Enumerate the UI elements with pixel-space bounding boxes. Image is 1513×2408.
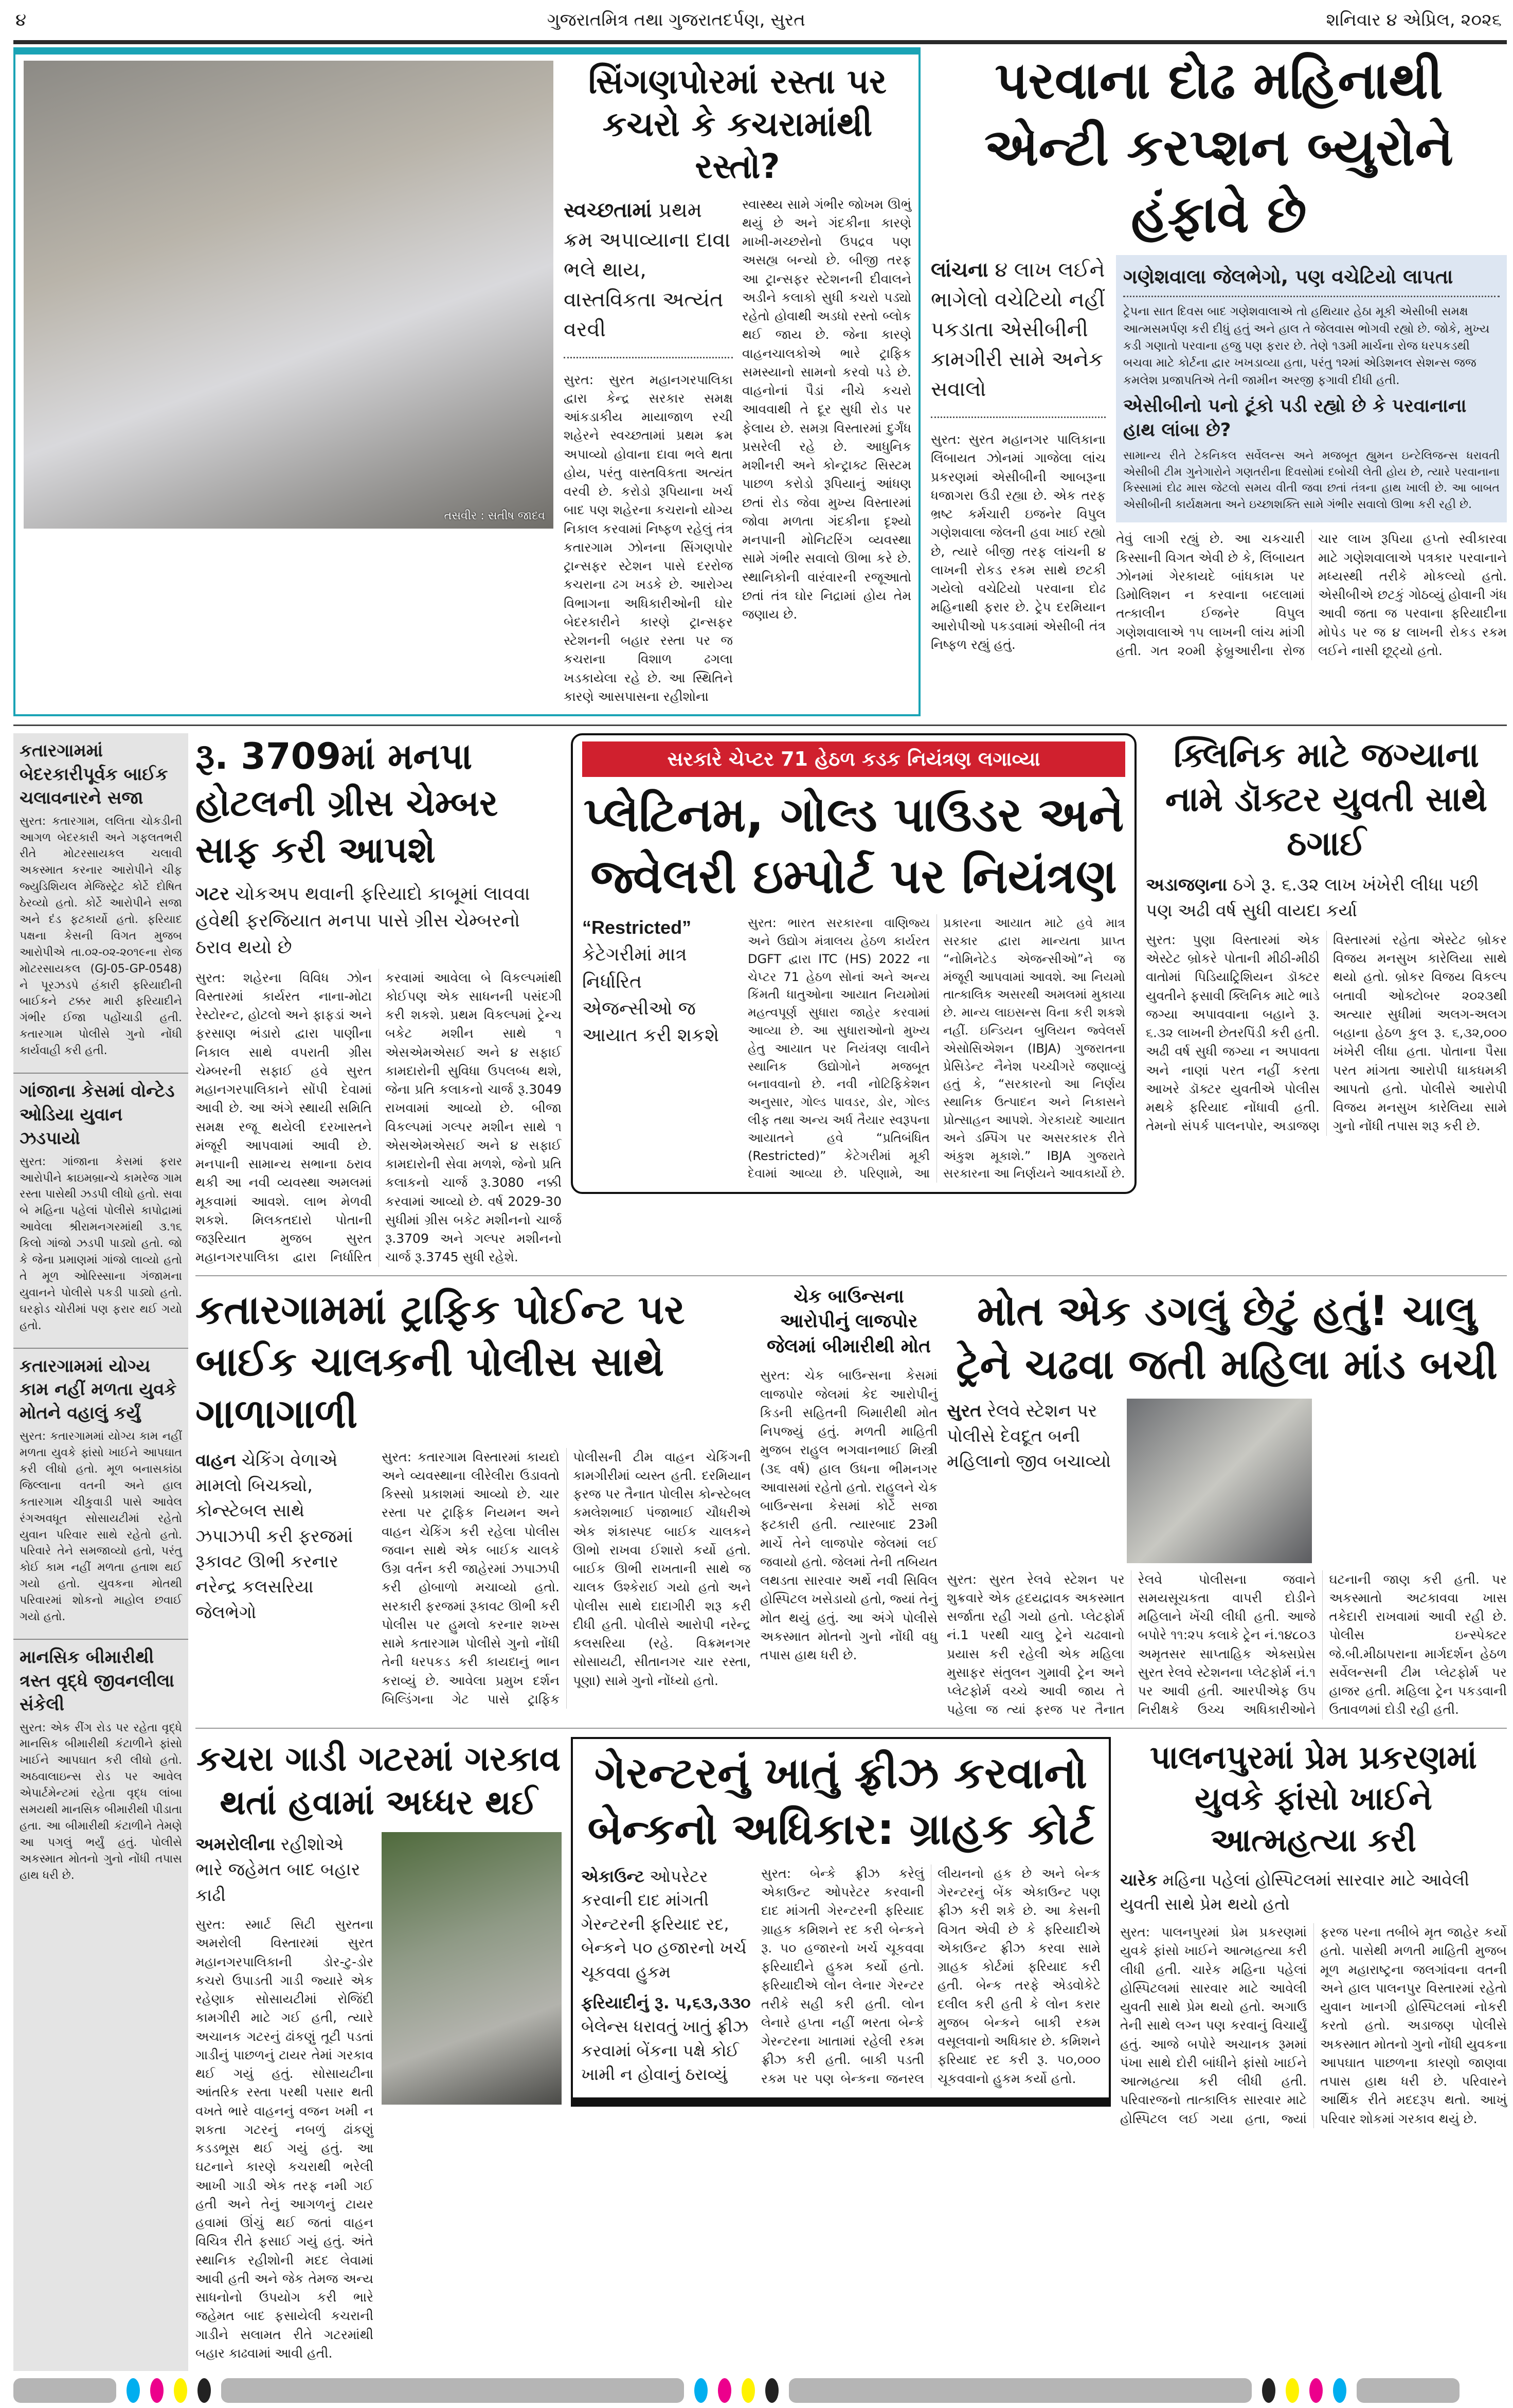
top-section — [13, 47, 1507, 726]
singapore-body-1: સુરત: સુરત મહાનગરપાલિકા દ્વારા કેન્દ્ર સરકાર સમક્ષ આંકડાકીય માયાજાળ રચી શહેરને સ્વચ્છતામાં પ્રથમ ક્રમ અપાવ્યો હોવાના દાવા ભલે થતા હોય, પરંતુ વાસ્તવિકતા અત્યંત વરવી છે. કરોડો રૂપિયાના ખર્ચ બાદ પણ શહેરના કચરાનો યોગ્ય નિકાલ કરવામાં નિષ્ફળ રહેલું તંત્ર કતારગામ ઝોનના સિંગણપોર ટ્રાન્સફર સ્ટેશન પાસે દરરોજ કચરાના ઢગ ખડકે છે. આરોગ્ય વિભાગના અધિકારીઓની ઘોર બેદરકારીને કારણે ટ્રાન્સફર સ્ટેશનની બહાર રસ્તા પર જ કચરાના વિશાળ ઢગલા ખડકાયેલા રહે છે. આ સ્થિતિને કારણે આસપાસના રહીશોના — [564, 372, 733, 704]
deck-text: ઓપરેટર કરવાની દાદ માંગતી ગેરન્ટરની ફરિયાદ રદ, બેન્કને ૫૦ હજારનો ખર્ચ ચૂકવવા હુકમ — [581, 1866, 747, 1982]
rail-headline: કતારગામમાં યોગ્ય કામ નહીં મળતા યુવકે મોતને વહાલું કર્યું — [20, 1355, 177, 1424]
traffic-headline: કતારગામમાં ટ્રાફિક પોઈન્ટ પર બાઈક ચાલકની પોલીસ સાથે ગાળાગાળી — [195, 1287, 685, 1438]
registration-black — [765, 2378, 779, 2403]
rail-story — [13, 733, 188, 1073]
registration-magenta — [1309, 2378, 1323, 2403]
garbage-headline: કચરા ગાડી ગટરમાં ગરકાવ થતાં હવામાં અધ્ધર થઈ — [196, 1739, 561, 1823]
deck-text: ઠગે રૂ. ૬.૩૨ લાખ ખંખેરી લીધા પછી પણ અઢી વર્ષ સુધી વાયદા કર્યા — [1146, 875, 1479, 921]
print-bar — [221, 2378, 684, 2403]
garbage-van-photo — [382, 1832, 562, 2105]
band-1 — [195, 733, 1507, 1275]
main-columns — [195, 733, 1507, 2371]
divider — [1123, 296, 1500, 297]
palanpur-headline: પાલનપુરમાં પ્રેમ પ્રકરણમાં યુવકે ફાંસો ખાઈને આત્મહત્યા કરી — [1149, 1738, 1477, 1859]
deck-lead: અમરોલીના — [195, 1834, 276, 1855]
palanpur-deck — [1120, 1868, 1507, 1916]
clinic-headline: ક્લિનિક માટે જગ્યાના નામે ડૉક્ટર યુવતી સાથે ઠગાઈ — [1165, 735, 1488, 863]
registration-black — [1262, 2378, 1275, 2403]
registration-magenta — [150, 2378, 164, 2403]
palanpur-story — [1120, 1737, 1507, 2128]
acb-headline: પરવાના દોઢ મહિનાથી એન્ટી કરપ્શન બ્યુરોને હંફાવે છે — [984, 50, 1454, 244]
deck-text: રેલવે સ્ટેશન પર પોલીસે દેવદૂત બની મહિલાનો જીવ બચાવ્યો — [947, 1400, 1111, 1472]
rail-headline: કતારગામમાં બેદરકારીપૂર્વક બાઈક ચલાવનારને સજા — [20, 740, 168, 808]
traffic-deck — [195, 1448, 370, 1625]
registration-cyan — [127, 2378, 140, 2403]
print-bar — [13, 2378, 116, 2403]
singapore-body-2: સ્વાસ્થ્ય સામે ગંભીર જોખમ ઊભું થયું છે અને ગંદકીના કારણે માખી-મચ્છરોનો ઉપદ્રવ પણ અસહ્ય બન્યો છે. બીજી તરફ આ ટ્રાન્સફર સ્ટેશનની દીવાલને અડીને કલાકો સુધી કચરો પડ્યો રહેતો હોવાથી અડધો રસ્તો બ્લોક થઈ જાય છે. જેના કારણે વાહનચાલકોએ ભારે ટ્રાફિક સમસ્યાનો સામનો કરવો પડે છે. વાહનોનાં પૈડાં નીચે કચરો આવવાથી તે દૂર સુધી રોડ પર ફેલાય છે. સમગ્ર વિસ્તારમાં દુર્ગંધ પ્રસરેલી રહે છે. આધુનિક મશીનરી અને કોન્ટ્રાક્ટ સિસ્ટમ પાછળ કરોડો રૂપિયાનું આંધણ છતાં રોડ જેવા મુખ્ય વિસ્તારમાં જોવા મળતા ગંદકીના દૃશ્યો મનપાની મોનિટરિંગ વ્યવસ્થા સામે ગંભીર સવાલો ઊભા કરે છે. સ્થાનિકોની વારંવારની રજૂઆતો છતાં તંત્ર ઘોર નિદ્રામાં હોય તેમ જણાય છે. — [742, 196, 911, 622]
deck-text: ૪ લાખ લઈને ભાગેલો વચેટિયો નહીં પકડાતા એસીબીની કામગીરી સામે અનેક સવાલો — [931, 258, 1105, 401]
sidebar-body-1: ટ્રેપના સાત દિવસ બાદ ગણેશવાલાએ તો હથિયાર હેઠા મૂકી એસીબી સમક્ષ આત્મસમર્પણ કરી દીધું હતું અને હાલ તે જેલવાસ ભોગવી રહ્યો છે. જોકે, મુખ્ય કડી ગણાતો પરવાના હજુ પણ ફરાર છે. તેણે ૧૩મી માર્ચના રોજ ધરપકડથી બચવા માટે કોર્ટના દ્વાર ખખડાવ્યા હતા, પરંતુ ૧૨માં એડિશનલ સેશન્સ જજ કમલેશ પ્રજાપતિએ તેની જામીન અરજી ફગાવી દીધી હતી. — [1123, 305, 1490, 387]
sidebar-title-1: ગણેશવાલા જેલભેગો, પણ વચેટિયો લાપતા — [1123, 265, 1453, 288]
train-headline: મોત એક ડગલું છેટું હતું! ચાલુ ટ્રેને ચઢવા જતી મહિલા માંડ બચી — [956, 1287, 1498, 1388]
rail-headline: ગાંજાના કેસમાં વોન્ટેડ ઓડિયા યુવાન ઝડપાયો — [20, 1081, 175, 1149]
header-rule — [13, 40, 1507, 44]
train-body: સુરત: સુરત રેલવે સ્ટેશન પર શુક્રવારે એક હૃદયદ્રાવક અકસ્માત સર્જાતા રહી ગયો હતો. પ્લેટફોર્મ નં.1 પરથી ચાલુ ટ્રેને ચઢવાનો પ્રયાસ કરી રહેલી એક મહિલા મુસાફર સંતુલન ગુમાવી ટ્રેન અને પ્લેટફોર્મ વચ્ચે આવી જાય તે પહેલા જ ત્યાં ફરજ પર તૈનાત રેલવે પોલીસના જવાને સમયસૂચકતા વાપરી દોડીને મહિલાને ખેંચી લીધી હતી. આજે બપોરે ૧૧:૨૫ કલાકે ટ્રેન નં.૧૪૮૦૩ અમૃતસર સાપ્તાહિક એક્સપ્રેસ સુરત રેલવે સ્ટેશનના પ્લેટફોર્મ નં.૧ પર આવી હતી. આરપીએફ ઉપ નિરીક્ષકે ઉચ્ચ અધિકારીઓને ઘટનાની જાણ કરી હતી. પર અકસ્માતો અટકાવવા ખાસ તકેદારી રાખવામાં આવી રહી છે. પોલીસ ઇન્સ્પેક્ટર જે.બી.મીઠાપરાના માર્ગદર્શન હેઠળ સર્વેલન્સની ટીમ પ્લેટફોર્મ પર હાજર હતી. મહિલા ટ્રેન પકડવાની ઉતાવળમાં દોડી રહી હતી. — [947, 1571, 1507, 1717]
rail-body: સુરત: કતારગામ, લલિતા ચોકડીની આગળ બેદરકારી અને ગફલતભરી રીતે મોટરસાયકલ ચલાવી અકસ્માત કરનાર આરોપીને ચીફ જ્યુડિશિયલ મેજિસ્ટ્રેટ કોર્ટે દોષિત ઠેરવ્યો હતો. કોર્ટે આરોપીને સજા અને દંડ ફટકાર્યો હતો. ફરિયાદ પક્ષના કેસની વિગત મુજબ આરોપીએ તા.૦૨-૦૨-૨૦૧૯ના રોજ મોટરસાયકલ (GJ-05-GP-0548) ને પૂરઝડપે હંકારી ફરિયાદીની બાઈકને ટક્કર મારી ફરિયાદીને ગંભીર ઈજા પહોંચાડી હતી. કતારગામ પોલીસે ગુનો નોંધી કાર્યવાહી કરી હતી. — [20, 814, 182, 1058]
deck-lead: ચારેક — [1120, 1870, 1158, 1890]
deck-lead: વાહન — [195, 1450, 237, 1471]
page-header — [13, 0, 1507, 40]
deck-lead: ફરિયાદીનું રૂ. ૫,૬૩,૩૩૦ — [581, 1993, 751, 2013]
masthead: ગુજરાતમિત્ર તથા ગુજરાતદર્પણ, સુરત — [547, 10, 805, 30]
traffic-story — [195, 1284, 751, 1709]
deck-text: બેલેન્સ ધરાવતું ખાતું ફ્રીઝ કરવામાં બેંકના પક્ષે કોઈ ખામી ન હોવાનું ઠરાવ્યું — [581, 2017, 748, 2085]
acb-story — [931, 47, 1507, 660]
garbage-road-photo — [24, 61, 553, 529]
singapore-deck — [564, 195, 733, 345]
guarantor-deck — [581, 1864, 751, 1984]
lower-section — [13, 726, 1507, 2371]
rail-body: સુરત: કતારગામમાં યોગ્ય કામ નહીં મળતા યુવકે ફાંસો ખાઈને આપઘાત કરી લીધો હતો. મૂળ બનાસકાંઠા જિલ્લાના વતની અને હાલ કતારગામ ચીકુવાડી પાસે આવેલ રંગઅવધૂત સોસાયટીમાં રહેતો યુવાન પરિવાર સાથે રહેતો હતો. પરિવારે તેને સમજાવ્યો હતો, પરંતુ કોઈ કામ નહીં મળતા હતાશ થઈ ગયો હતો. યુવકના મોતથી પરિવારમાં શોકનો માહોલ છવાઈ ગયો હતો. — [20, 1430, 182, 1623]
acb-body-1: સુરત: સુરત મહાનગર પાલિકાના લિંબાયત ઝોનમાં ગાજેલા લાંચ પ્રકરણમાં એસીબીની આબરૂના ધજાગરા ઉડી રહ્યા છે. એક તરફ ભ્રષ્ટ કર્મચારી ઇજનેર વિપુલ ગણેશવાલા જેલની હવા ખાઈ રહ્યો છે, ત્યારે બીજી તરફ લાંચની ૪ લાખની રોકડ રકમ સાથે છટકી ગયેલો વચેટિયો પરવાના દોઢ મહિનાથી ફરાર છે. ટ્રેપ દરમિયાન આરોપીઓ પકડવામાં એસીબી તંત્ર નિષ્ફળ રહ્યું હતું. — [931, 432, 1106, 652]
garbage-body: સુરત: સ્માર્ટ સિટી સુરતના અમરોલી વિસ્તારમાં સુરત મહાનગરપાલિકાની ડોર-ટુ-ડોર કચરો ઉપાડતી ગાડી જ્યારે એક રહેણાક સોસાયટીમાં રોજિંદી કામગીરી માટે ગઈ હતી, ત્યારે અચાનક ગટરનું ઢાંકણું તૂટી પડતાં ગાડીનું પાછળનું ટાયર તેમાં ગરકાવ થઈ ગયું હતું. સોસાયટીના આંતરિક રસ્તા પરથી પસાર થતી વખતે ભારે વાહનનું વજન ખમી ન શકતા ગટરનું નબળું ઢાંકણું કડડભૂસ થઈ ગયું હતું. આ ઘટનાને કારણે કચરાથી ભરેલી આખી ગાડી એક તરફ નમી ગઈ હતી અને તેનું આગળનું ટાયર હવામાં ઊંચું થઈ જતાં વાહન વિચિત્ર રીતે ફસાઈ ગયું હતું. અંતે સ્થાનિક રહીશોની મદદ લેવામાં આવી હતી અને જેક તેમજ અન્ય સાધનોનો ઉપયોગ કરી ભારે જહેમત બાદ ફસાયેલી કચરાની ગાડીને સલામત રીતે ગટરમાંથી બહાર કાઢવામાં આવી હતી. — [195, 1917, 373, 2361]
acb-body-2: તેવું લાગી રહ્યું છે. આ ચકચારી કિસ્સાની વિગત એવી છે કે, લિંબાયત ઝોનમાં ગેરકાયદે બાંધકામ પર ડિમોલિશન ન કરવાના બદલામાં તત્કાલીન ઈજનેર વિપુલ ગણેશવાલાએ ૧૫ લાખની લાંચ માંગી હતી. ગત ૨૦મી ફેબ્રુઆરીના રોજ ચાર લાખ રૂપિયા હપ્તો સ્વીકારવા માટે ગણેશવાલાએ પત્રકાર પરવાનાને મધ્યસ્થી તરીકે મોકલ્યો હતો. એસીબીએ છટકું ગોઠવ્યું હોવાની ગંધ આવી જતા જ પરવાના ફરિયાદીના મોપેડ પર જ ૪ લાખની રોકડ રકમ લઈને નાસી છૂટ્યો હતો. — [1116, 531, 1507, 658]
deck-text: પ્રથમ ક્રમ અપાવ્યાના દાવા ભલે થાય, વાસ્તવિકતા અત્યંત વરવી — [564, 198, 731, 341]
deck-text: રહીશોએ ભારે જહેમત બાદ બહાર કાઢી — [195, 1834, 361, 1906]
registration-magenta — [718, 2378, 731, 2403]
platinum-story-box — [571, 733, 1137, 1194]
singapore-story-box — [13, 47, 921, 716]
guarantor-body: સુરત: બેન્કે ફ્રીઝ કરેલું એકાઉન્ટ ઓપરેટર કરવાની દાદ માંગતી ગેરન્ટરની ફરિયાદ ગ્રાહક કમિશને રદ કરી બેન્કને રૂ. ૫૦ હજારનો ખર્ચ ચૂકવવા ફરિયાદીને હુકમ કર્યો હતો. ફરિયાદીએ લોન લેનાર ગેરન્ટર તરીકે સહી કરી હતી. લોન લેનારે હપ્તા નહીં ભરતા બેન્કે ગેરન્ટરના ખાતામાં રહેલી રકમ ફ્રીઝ કરી હતી. બાકી પડતી રકમ પર પણ બેન્કના જનરલ લીયનનો હક છે અને બેન્ક ગેરન્ટરનું બેંક એકાઉન્ટ પણ ફ્રીઝ કરી શકે છે. આ કેસની વિગત એવી છે કે ફરિયાદીએ એકાઉન્ટ ફ્રીઝ કરવા સામે ગ્રાહક કોર્ટમાં ફરિયાદ કરી હતી. બેન્ક તરફે એડવોકેટે દલીલ કરી હતી કે લોન કરાર મુજબ બેન્કને બાકી રકમ વસૂલવાનો અધિકાર છે. કમિશને ફરિયાદ રદ કરી રૂ. ૫૦,૦૦૦ ચૂકવવાનો હુકમ કર્યો હતો. — [761, 1866, 1101, 2086]
page-number: ૪ — [15, 10, 27, 30]
platinum-body: સુરત: ભારત સરકારના વાણિજ્ય અને ઉદ્યોગ મંત્રાલય હેઠળ કાર્યરત DGFT દ્વારા ITC (HS) 2022 ના ચેપ્ટર 71 હેઠળ સોનાં અને અન્ય કિંમતી ધાતુઓના આયાત નિયમોમાં મહત્વપૂર્ણ સુધારા જાહેર કરવામાં આવ્યા છે. આ સુધારાઓનો મુખ્ય હેતુ આયાત પર નિયંત્રણ લાવીને સ્થાનિક ઉદ્યોગોને મજબૂત બનાવવાનો છે. નવી નોટિફિકેશન અનુસાર, ગોલ્ડ પાવડર, ડોર, ગોલ્ડ લીફ તથા અન્ય અર્ધ તૈયાર સ્વરૂપના આયાતને હવે “પ્રતિબંધિત (Restricted)” કેટેગરીમાં મૂકી દેવામાં આવ્યા છે. પરિણામે, આ પ્રકારના આયાત માટે હવે માત્ર સરકાર દ્વારા માન્યતા પ્રાપ્ત “નોમિનેટેડ એજન્સીઓ”ને જ મંજૂરી આપવામાં આવશે. આ નિયમો તાત્કાલિક અસરથી અમલમાં મુકાયા છે. માન્ય લાઇસન્સ વિના કરી શકશે નહીં. ઇન્ડિયન બુલિયન જ્વેલર્સ એસોસિએશન (IBJA) ગુજરાતના પ્રેસિડેન્ટ નૈનેશ પચ્ચીગરે જણાવ્યું હતું કે, “સરકારનો આ નિર્ણય સ્થાનિક ઉત્પાદન અને નિકાસને પ્રોત્સાહન આપશે. ગેરકાયદે આયાત અને ડમ્પિંગ પર અસરકારક રીતે અંકુશ મૂકાશે.” IBJA ગુજરાતે સરકારના આ નિર્ણયને આવકાર્યો છે. — [748, 916, 1125, 1181]
deck-quote: “Restricted” — [582, 917, 692, 938]
platinum-kicker: સરકારે ચેપ્ટર 71 હેઠળ કડક નિયંત્રણ લગાવ્યા — [582, 741, 1125, 777]
band-2 — [195, 1275, 1507, 1728]
registration-cyan — [1333, 2378, 1346, 2403]
rail-body: સુરત: ગાંજાના કેસમાં ફરાર આરોપીને ક્રાઇમબ્રાન્ચે કામરેજ ગામ રસ્તા પાસેથી ઝડપી લીધો હતો. સવા બે મહિના પહેલાં પોલીસે કાપોદ્રામાં આવેલા શ્રીરામનગરમાંથી ૩.૧૬ કિલો ગાંજો ઝડપી પાડ્યો હતો. જો કે જેના પ્રમાણમાં ગાંજો લાવ્યો હતો તે મૂળ ઓરિસ્સાના ગંજામના યુવાનને પોલીસે પકડી પાડ્યો હતો. ઘરફોડ ચોરીમાં પણ ફરાર થઈ ગયો હતો. — [20, 1155, 182, 1332]
traffic-body: સુરત: કતારગામ વિસ્તારમાં કાયદો અને વ્યવસ્થાના લીરેલીરા ઉડાવતો કિસ્સો પ્રકાશમાં આવ્યો છે. ચાર રસ્તા પર ટ્રાફિક નિયમન અને વાહન ચેકિંગ કરી રહેલા પોલીસ જવાન સાથે એક બાઈક ચાલકે ઉગ્ર વર્તન કરી જાહેરમાં ઝપાઝપી કરી હોબાળો મચાવ્યો હતો. સરકારી ફરજમાં રૂકાવટ ઊભી કરી પોલીસ પર હુમલો કરનાર શખ્સ સામે કતારગામ પોલીસે ગુનો નોંધી તેની ધરપકડ કરી કાયદાનું ભાન કરાવ્યું છે. આવેલા પ્રમુખ દર્શન બિલ્ડિંગના ગેટ પાસે ટ્રાફિક પોલીસની ટીમ વાહન ચેકિંગની કામગીરીમાં વ્યસ્ત હતી. દરમિયાન ફરજ પર તૈનાત પોલીસ કોન્સ્ટેબલ કમલેશભાઈ પંજાભાઈ ચૌધરીએ એક શંકાસ્પદ બાઈક ચાલકને ઊભો રાખવા ઈશારો કર્યો હતો. બાઈક ઊભી રાખતાની સાથે જ ચાલક ઉશ્કેરાઈ ગયો હતો અને પોલીસ સાથે દાદાગીરી શરૂ કરી દીધી હતી. પોલીસે આરોપી નરેન્દ્ર કલસરિયા (રહે. વિક્રમનગર સોસાયટી, સીતાનગર ચાર રસ્તા, પૂણા) સામે ગુનો નોંધ્યો હતો. — [382, 1449, 751, 1707]
platinum-headline: પ્લેટિનમ, ગોલ્ડ પાઉડર અને જ્વેલરી ઇમ્પોર્ટ પર નિયંત્રણ — [583, 787, 1124, 904]
deck-lead: અડાજણના — [1146, 875, 1228, 896]
deck-text: મહિના પહેલાં હોસ્પિટલમાં સારવાર માટે આવેલી યુવતી સાથે પ્રેમ થયો હતો — [1120, 1870, 1469, 1914]
rail-story — [13, 1073, 188, 1347]
deck-lead: સુરત — [947, 1400, 982, 1421]
band-3 — [195, 1728, 1507, 2371]
deck-lead: એકાઉન્ટ — [581, 1866, 645, 1886]
rail-story — [13, 1348, 188, 1639]
clinic-deck — [1146, 873, 1507, 924]
rail-story — [13, 1639, 188, 1897]
grease-deck — [195, 881, 562, 962]
rail-headline: માનસિક બીમારીથી ત્રસ્ત વૃદ્ધે જીવનલીલા સંકેલી — [20, 1646, 174, 1715]
cheque-body: સુરત: ચેક બાઉન્સના કેસમાં લાજપોર જેલમાં કેદ આરોપીનું કિડની સહિતની બિમારીથી મોત નિપજ્યું હતું. મળતી માહિતી મુજબ રાહુલ ભગવાનભાઈ મિસ્ત્રી (૩૬ વર્ષ) હાલ ઉધના ભીમનગર આવાસમાં રહેતો હતો. રાહુલને ચેક બાઉન્સના કેસમાં કોર્ટે સજા ફટકારી હતી. ત્યારબાદ 23મી માર્ચે તેને લાજપોર જેલમાં લઈ જવાયો હતો. જેલમાં તેની તબિયત લથડતા સારવાર અર્થે નવી સિવિલ હોસ્પિટલ ખસેડાયો હતો, જ્યાં તેનું મોત થયું હતું. આ અંગે પોલીસે અકસ્માત મોતનો ગુનો નોંધી વધુ તપાસ હાથ ધરી છે. — [760, 1368, 938, 1663]
rail-body: સુરત: એક રીંગ રોડ પર રહેતા વૃદ્ધે માનસિક બીમારીથી કંટાળીને ફાંસો ખાઈને આપઘાત કરી લીધો હતો. અઠવાલાઇન્સ રોડ પર આવેલ એપાર્ટમેન્ટમાં રહેતા વૃદ્ધ લાંબા સમયથી માનસિક બીમારીથી પીડાતા હતા. આ બીમારીથી કંટાળીને તેમણે આ પગલું ભર્યું હતું. પોલીસે અકસ્માત મોતનો ગુનો નોંધી તપાસ હાથ ધરી છે. — [20, 1721, 182, 1882]
train-rescue-photo — [1127, 1399, 1312, 1563]
registration-yellow — [174, 2378, 187, 2403]
deck-lead: ગટર — [195, 883, 229, 904]
cheque-story — [760, 1284, 938, 1665]
issue-date: શનિવાર ૪ એપ્રિલ, ૨૦૨૬ — [1326, 10, 1502, 30]
guarantor-headline: ગેરન્ટરનું ખાતું ફ્રીઝ કરવાનો બેન્કનો અધિકાર: ગ્રાહક કોર્ટ — [587, 1747, 1094, 1854]
garbage-story — [195, 1737, 562, 2363]
sidebar-body-2: સામાન્ય રીતે ટેકનિકલ સર્વેલન્સ અને મજબૂત હ્યુમન ઇન્ટેલિજન્સ ધરાવતી એસીબી ટીમ ગુનેગારોને ગણતરીના દિવસોમાં દબોચી લેતી હોય છે, ત્યારે પરવાનાના કિસ્સામાં દોઢ માસ જેટલો સમય વીતી જવા છતાં તંત્રના હાથ ખાલી છે. આ બાબત એસીબીની કાર્યક્ષમતા અને ઇચ્છાશક્તિ સામે ગંભીર સવાલો ઊભા કરી રહી છે. — [1123, 449, 1500, 512]
deck-lead: સ્વચ્છતામાં — [564, 198, 652, 222]
palanpur-body: સુરત: પાલનપુરમાં પ્રેમ પ્રકરણમાં યુવકે ફાંસો ખાઈને આત્મહત્યા કરી લીધી હતી. ચારેક મહિના પહેલાં હોસ્પિટલમાં સારવાર માટે આવેલી યુવતી સાથે પ્રેમ થયો હતો. અગાઉ તેની સાથે લગ્ન પણ કરવાનું વિચાર્યું હતું. આજે બપોરે અચાનક રૂમમાં પંખા સાથે દોરી બાંધીને ફાંસો ખાઈને આત્મહત્યા કરી લીધી હતી. પરિવારજનો તાત્કાલિક સારવાર માટે હોસ્પિટલ લઈ ગયા હતા, જ્યાં ફરજ પરના તબીબે મૃત જાહેર કર્યો હતો. પાસેથી મળતી માહિતી મુજબ મૂળ મહારાષ્ટ્રના જલગાંવના વતની અને હાલ પાલનપુર વિસ્તારમાં રહેતો યુવાન ખાનગી હોસ્પિટલમાં નોકરી કરતો હતો. અડાજણ પોલીસે અકસ્માત મોતનો ગુનો નોંધી યુવકના આપઘાત પાછળના કારણો જાણવા તપાસ હાથ ધરી છે. પરિવારને આર્થિક રીતે મદદરૂપ થતો. આખું પરિવાર શોકમાં ગરકાવ થયું છે. — [1120, 1925, 1507, 2126]
print-registration-bar — [13, 2378, 1507, 2403]
acb-deck — [931, 255, 1106, 404]
registration-black — [197, 2378, 211, 2403]
platinum-deck — [582, 914, 736, 1049]
garbage-deck — [195, 1832, 373, 1908]
acb-sidebar — [1116, 255, 1507, 522]
print-bar — [1357, 2378, 1460, 2403]
grease-body: સુરત: શહેરના વિવિધ ઝોન વિસ્તારમાં કાર્યરત નાના-મોટા રેસ્ટોરન્ટ, હોટલો અને ફાફડાં અને ફરસાણ ભંડારો દ્વારા પાણીના નિકાલ સાથે વપરાતી ગ્રીસ ચેમ્બરની સફાઈ હવે સુરત મહાનગરપાલિકાને સોંપી દેવામાં આવી છે. આ અંગે સ્થાયી સમિતિ સમક્ષ રજૂ થયેલી દરખાસ્તને મંજૂરી આપવામાં આવી છે. મનપાની સામાન્ય સભાના ઠરાવ થકી આ નવી વ્યવસ્થા અમલમાં મૂકવામાં આવશે. લાભ મેળવી શકશે. મિલકતદારો પોતાની જરૂરિયાત મુજબ સુરત મહાનગરપાલિકા દ્વારા નિર્ધારિત કરવામાં આવેલા બે વિકલ્પમાંથી કોઈપણ એક સાધનની પસંદગી કરી શકશે. પ્રથમ વિકલ્પમાં ટ્રેન્ચ બકેટ મશીન સાથે ૧ એસએમએસઈ અને ૪ સફાઈ કામદારોની સુવિધા ઉપલબ્ધ થશે, જેના પ્રતિ કલાકનો ચાર્જ રૂ.3049 રાખવામાં આવ્યો છે. બીજા વિકલ્પમાં ગલ્પર મશીન સાથે ૧ એસએમએસઈ અને ૪ સફાઈ કામદારોની સેવા મળશે, જેનો પ્રતિ કલાકનો ચાર્જ રૂ.3080 નક્કી કરવામાં આવ્યો છે. વર્ષ 2029-30 સુધીમાં ગ્રીસ બકેટ મશીનનો ચાર્જ રૂ.3709 અને ગલ્પર મશીનનો ચાર્જ રૂ.3745 સુધી રહેશે. — [195, 970, 562, 1265]
guarantor-deck-2 — [581, 1991, 751, 2087]
deck-text: ચેકિંગ વેળાએ મામલો બિચક્યો, કોન્સ્ટેબલ સાથે ઝપાઝપી કરી ફરજમાં રૂકાવટ ઊભી કરનાર નરેન્દ્ર કલસરિયા જેલભેગો — [195, 1450, 353, 1623]
guarantor-story-box — [571, 1737, 1111, 2107]
print-bar — [789, 2378, 1252, 2403]
sidebar-title-2: એસીબીનો પનો ટૂંકો પડી રહ્યો છે કે પરવાનાના હાથ લાંબા છે? — [1123, 395, 1467, 441]
deck-text: ચોકઅપ થવાની ફરિયાદો કાબૂમાં લાવવા હવેથી ફરજિયાત મનપા પાસે ગ્રીસ ચેમ્બરનો ઠરાવ થયો છે — [195, 883, 530, 958]
registration-yellow — [742, 2378, 755, 2403]
left-rail — [13, 733, 188, 2371]
deck-lead: લાંચના — [931, 258, 988, 282]
grease-headline: રૂ. 3709માં મનપા હોટલની ગ્રીસ ચેમ્બર સાફ કરી આપશે — [195, 735, 498, 871]
train-deck — [947, 1399, 1116, 1475]
cheque-headline: ચેક બાઉન્સના આરોપીનું લાજપોર જેલમાં બીમારીથી મોત — [766, 1286, 931, 1357]
clinic-story — [1146, 733, 1507, 1136]
clinic-body: સુરત: પુણા વિસ્તારમાં એક એસ્ટેટ બ્રોકરે પોતાની મીઠી-મીઠી વાતોમાં પિડિયાટ્રિશિયન ડૉક્ટર યુવતીને ફસાવી ક્લિનિક માટે ભાડે જગ્યા અપાવવાના બહાને રૂ. ૬.૩૨ લાખની છેતરપિંડી કરી હતી. અઢી વર્ષ સુધી જગ્યા ન અપાવતા અને નાણાં પરત નહીં કરતા આખરે ડૉક્ટર યુવતીએ પોલીસ મથકે ફરિયાદ નોંધાવી હતી. તેમનો સંપર્ક પાલનપોર, અડાજણ વિસ્તારમાં રહેતા એસ્ટેટ બ્રોકર વિજય મનસુખ કારેલિયા સાથે થયો હતો. બ્રોકર વિજય વિકલ્પ બતાવી ઓક્ટોબર ૨૦૨૩થી અત્યાર સુધીમાં અલગ-અલગ બહાના હેઠળ કુલ રૂ. ૬,૩૨,૦૦૦ ખંખેરી લીધા હતા. પોતાના પૈસા પરત માંગતા આરોપી ધાકધમકી આપતો હતો. પોલીસે આરોપી વિજય મનસુખ કારેલિયા સામે ગુનો નોંધી તપાસ શરૂ કરી છે. — [1146, 932, 1507, 1134]
train-story — [947, 1284, 1507, 1719]
divider — [931, 417, 1106, 418]
deck-text: કેટેગરીમાં માત્ર નિર્ધારિત એજન્સીઓ જ આયાત કરી શકશે — [582, 944, 719, 1046]
grease-story — [195, 733, 562, 1267]
singapore-headline: સિંગણપોરમાં રસ્તા પર કચરો કે કચરામાંથી રસ્તો? — [588, 62, 887, 186]
divider — [564, 357, 733, 358]
photo-caption: તસવીર : સતીષ જાદવ — [444, 510, 545, 522]
registration-cyan — [694, 2378, 708, 2403]
registration-yellow — [1286, 2378, 1299, 2403]
